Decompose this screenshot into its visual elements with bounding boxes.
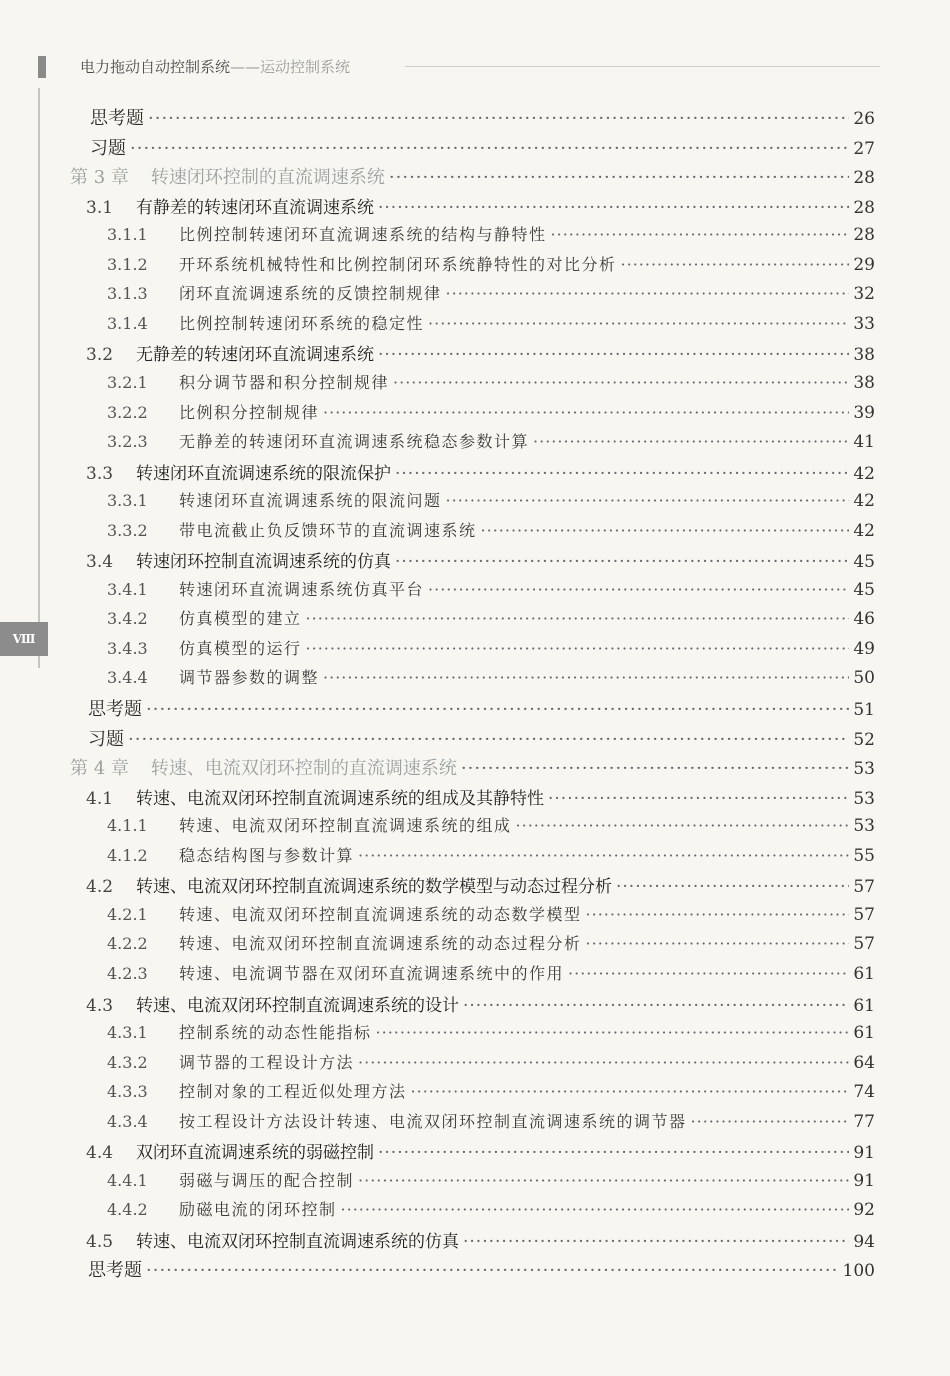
toc-entry-title: 转速、电流双闭环控制直流调速系统的设计 — [136, 995, 459, 1016]
page-header — [0, 48, 950, 88]
toc-entry-title: 转速、电流双闭环控制直流调速系统的组成及其静特性 — [136, 788, 544, 809]
toc-entry-number: 3.1.4 — [107, 313, 148, 333]
toc-entry-number: 3.3.2 — [107, 520, 148, 540]
toc-entry — [107, 902, 875, 932]
toc-leader-dots — [621, 255, 850, 274]
toc-entry-title: 转速、电流双闭环控制直流调速系统的组成 — [179, 816, 512, 836]
toc-entry — [86, 193, 875, 223]
toc-entry-number: 4.1.2 — [107, 845, 148, 865]
toc-entry-page: 27 — [853, 138, 875, 159]
toc-entry — [86, 459, 875, 489]
toc-entry — [107, 400, 875, 430]
toc-entry-number: 3.1.3 — [107, 284, 148, 304]
toc-leader-dots — [395, 464, 849, 484]
toc-entry — [88, 1256, 875, 1286]
toc-entry-page: 92 — [853, 1200, 875, 1221]
toc-entry — [86, 872, 875, 902]
toc-entry-page: 46 — [853, 609, 875, 630]
toc-entry-title: 有静差的转速闭环直流调速系统 — [136, 197, 374, 218]
toc-entry — [88, 725, 875, 755]
toc-entry-page: 45 — [853, 579, 875, 600]
toc-leader-dots — [393, 373, 849, 392]
toc-entry-number: 3.3 — [86, 463, 114, 484]
toc-entry — [107, 370, 875, 400]
toc-entry-title: 稳态结构图与参数计算 — [179, 845, 355, 865]
toc-entry-number: 4.1.1 — [107, 816, 148, 836]
toc-leader-dots — [323, 403, 849, 422]
toc-leader-dots — [323, 668, 849, 687]
toc-entry — [107, 606, 875, 636]
margin-rule — [38, 88, 40, 668]
toc-leader-dots — [395, 552, 849, 572]
toc-entry — [107, 665, 875, 695]
toc-entry-page: 42 — [853, 463, 875, 484]
toc-entry-page: 26 — [853, 109, 875, 129]
toc-entry-number: 4.3.2 — [107, 1052, 148, 1072]
toc-entry-page: 51 — [853, 700, 875, 720]
book-title: 电力拖动自动控制系统 — [80, 58, 231, 76]
toc-entry-page: 39 — [853, 402, 875, 423]
toc-entry-page: 61 — [853, 995, 875, 1016]
toc-leader-dots — [481, 521, 850, 540]
toc-entry-page: 32 — [853, 284, 875, 305]
toc-entry-page: 74 — [853, 1082, 875, 1103]
toc-entry — [107, 1020, 875, 1050]
toc-entry-title: 按工程设计方法设计转速、电流双闭环控制直流调速系统的调节器 — [179, 1111, 687, 1131]
toc-entry-title: 思考题 — [90, 108, 144, 129]
toc-leader-dots — [306, 639, 850, 658]
toc-entry-page: 61 — [853, 963, 875, 984]
toc-entry — [107, 252, 875, 282]
toc-entry-page: 53 — [853, 759, 875, 780]
toc-leader-dots — [358, 846, 849, 865]
toc-entry-page: 53 — [853, 788, 875, 809]
toc-entry-page: 29 — [853, 254, 875, 275]
toc-entry-title: 转速、电流调节器在双闭环直流调速系统中的作用 — [179, 963, 565, 983]
toc-leader-dots — [376, 1023, 850, 1042]
toc-leader-dots — [691, 1112, 850, 1131]
toc-entry — [107, 577, 875, 607]
toc-entry-page: 57 — [853, 904, 875, 925]
toc-entry-title: 比例控制转速闭环直流调速系统的结构与静特性 — [179, 225, 547, 245]
toc-entry-number: 4.5 — [86, 1231, 114, 1252]
toc-entry-number: 第 4 章 — [70, 758, 129, 780]
toc-leader-dots — [586, 905, 850, 924]
toc-entry-title: 习题 — [90, 137, 126, 159]
header-rule — [405, 66, 880, 67]
toc-entry-title: 转速闭环直流调速系统仿真平台 — [179, 579, 425, 599]
toc-entry — [107, 1109, 875, 1139]
toc-entry-page: 52 — [853, 729, 875, 750]
toc-entry-title: 调节器的工程设计方法 — [179, 1052, 355, 1072]
toc-entry-title: 控制对象的工程近似处理方法 — [179, 1082, 407, 1102]
toc-leader-dots — [446, 284, 850, 303]
toc-entry — [88, 695, 875, 725]
toc-entry-title: 仿真模型的建立 — [179, 609, 302, 629]
toc-entry-page: 91 — [853, 1170, 875, 1191]
toc-entry-page: 33 — [853, 313, 875, 334]
toc-entry-title: 比例积分控制规律 — [179, 402, 320, 422]
toc-entry-title: 控制系统的动态性能指标 — [179, 1023, 372, 1043]
toc-entry-number: 3.4.3 — [107, 638, 148, 658]
toc-entry-page: 42 — [853, 520, 875, 541]
toc-entry — [107, 1050, 875, 1080]
toc-entry-number: 4.4.1 — [107, 1170, 148, 1190]
toc-entry-page: 94 — [853, 1231, 875, 1252]
toc-entry-number: 4.4.2 — [107, 1200, 148, 1220]
toc-leader-dots — [616, 877, 849, 897]
toc-entry-title: 转速、电流双闭环控制直流调速系统的仿真 — [136, 1231, 459, 1252]
toc-entry — [107, 1079, 875, 1109]
toc-entry-number: 3.2.3 — [107, 432, 148, 452]
toc-leader-dots — [146, 699, 849, 720]
toc-entry-page: 64 — [853, 1052, 875, 1073]
toc-entry-title: 转速、电流双闭环控制直流调速系统的动态数学模型 — [179, 904, 582, 924]
toc-entry-title: 比例控制转速闭环系统的稳定性 — [179, 313, 425, 333]
toc-entry-page: 41 — [853, 432, 875, 453]
toc-entry-page: 45 — [853, 552, 875, 573]
toc-entry-page: 38 — [853, 345, 875, 366]
toc-leader-dots — [428, 314, 849, 333]
toc-entry-page: 28 — [853, 225, 875, 246]
toc-entry-title: 调节器参数的调整 — [179, 668, 320, 688]
toc-entry — [86, 547, 875, 577]
toc-entry — [107, 843, 875, 873]
toc-entry-title: 带电流截止负反馈环节的直流调速系统 — [179, 520, 477, 540]
running-header — [80, 56, 350, 77]
toc-entry-number: 第 3 章 — [70, 167, 129, 189]
toc-entry — [107, 281, 875, 311]
toc-entry-page: 61 — [853, 1023, 875, 1044]
toc-entry-title: 开环系统机械特性和比例控制闭环系统静特性的对比分析 — [179, 254, 617, 274]
toc-entry — [107, 813, 875, 843]
toc-entry — [107, 1168, 875, 1198]
toc-entry-number: 4.2.2 — [107, 934, 148, 954]
toc-leader-dots — [306, 609, 850, 628]
toc-leader-dots — [146, 1260, 839, 1281]
toc-leader-dots — [128, 729, 849, 750]
toc-entry-number: 3.4.2 — [107, 609, 148, 629]
toc-leader-dots — [446, 491, 850, 510]
toc-entry-title: 习题 — [88, 728, 124, 750]
toc-entry-page: 100 — [842, 1261, 875, 1282]
toc-entry — [107, 1197, 875, 1227]
toc-leader-dots — [428, 580, 849, 599]
toc-leader-dots — [148, 108, 849, 129]
toc-entry — [107, 931, 875, 961]
toc-entry-number: 3.2.2 — [107, 402, 148, 422]
toc-entry-number: 3.4.4 — [107, 668, 148, 688]
toc-entry — [86, 784, 875, 814]
toc-leader-dots — [461, 758, 849, 779]
toc-entry-page: 53 — [853, 816, 875, 837]
toc-leader-dots — [389, 167, 849, 188]
toc-entry-title: 转速闭环控制直流调速系统的仿真 — [136, 552, 391, 573]
toc-leader-dots — [130, 138, 849, 159]
toc-entry — [86, 340, 875, 370]
toc-entry-number: 3.2.1 — [107, 372, 148, 392]
toc-entry-number: 3.3.1 — [107, 491, 148, 511]
header-marker — [38, 56, 46, 78]
toc-entry-title: 积分调节器和积分控制规律 — [179, 372, 390, 392]
toc-entry-title: 转速闭环控制的直流调速系统 — [150, 167, 385, 189]
toc-entry-page: 57 — [853, 877, 875, 898]
toc-leader-dots — [378, 345, 849, 365]
toc-entry-page: 49 — [853, 638, 875, 659]
toc-entry-number: 3.1 — [86, 197, 114, 218]
toc-entry-page: 38 — [853, 372, 875, 393]
toc-entry-title: 闭环直流调速系统的反馈控制规律 — [179, 284, 442, 304]
toc-entry-number: 4.2 — [86, 877, 114, 898]
toc-entry-page: 77 — [853, 1111, 875, 1132]
toc-entry-title: 仿真模型的运行 — [179, 638, 302, 658]
toc-entry-number: 4.2.3 — [107, 963, 148, 983]
toc-leader-dots — [463, 996, 849, 1016]
toc-entry-title: 转速、电流双闭环控制直流调速系统的数学模型与动态过程分析 — [136, 877, 612, 898]
toc-entry-number: 3.1.2 — [107, 254, 148, 274]
toc-entry-number: 3.4 — [86, 552, 114, 573]
toc-leader-dots — [533, 432, 849, 451]
toc-leader-dots — [411, 1082, 850, 1101]
toc-entry-title: 双闭环直流调速系统的弱磁控制 — [136, 1143, 374, 1164]
toc-entry-page: 57 — [853, 934, 875, 955]
toc-entry — [86, 991, 875, 1021]
toc-leader-dots — [548, 789, 849, 809]
toc-entry-number: 3.4.1 — [107, 579, 148, 599]
toc-leader-dots — [378, 198, 849, 218]
toc-entry-title: 弱磁与调压的配合控制 — [179, 1170, 355, 1190]
toc-entry-number: 4.3.1 — [107, 1023, 148, 1043]
toc-entry-number: 4.2.1 — [107, 904, 148, 924]
toc-leader-dots — [586, 934, 850, 953]
toc-leader-dots — [551, 225, 850, 244]
toc-entry-title: 无静差的转速闭环直流调速系统 — [136, 345, 374, 366]
toc-entry — [107, 488, 875, 518]
toc-leader-dots — [341, 1200, 850, 1219]
toc-entry-page: 28 — [853, 168, 875, 189]
toc-entry-title: 转速、电流双闭环控制的直流调速系统 — [150, 758, 457, 780]
toc-entry-page: 91 — [853, 1143, 875, 1164]
toc-entry-title: 思考题 — [88, 699, 142, 720]
toc-entry — [107, 518, 875, 548]
toc-entry-title: 转速闭环直流调速系统的限流问题 — [179, 491, 442, 511]
page-number-tab: Ⅷ — [0, 622, 48, 656]
toc-leader-dots — [358, 1171, 849, 1190]
toc-leader-dots — [568, 964, 849, 983]
toc-entry — [107, 311, 875, 341]
toc-entry-title: 无静差的转速闭环直流调速系统稳态参数计算 — [179, 432, 530, 452]
toc-entry-page: 28 — [853, 197, 875, 218]
toc-entry-title: 转速闭环直流调速系统的限流保护 — [136, 463, 391, 484]
toc-entry-title: 思考题 — [88, 1260, 142, 1282]
toc-leader-dots — [516, 816, 850, 835]
book-subtitle: ——运动控制系统 — [230, 58, 351, 76]
toc-entry — [107, 636, 875, 666]
toc-entry-page: 50 — [853, 668, 875, 689]
toc-entry-page: 42 — [853, 491, 875, 512]
toc-entry-number: 3.1.1 — [107, 225, 148, 245]
toc-leader-dots — [358, 1053, 849, 1072]
toc-entry — [90, 134, 875, 164]
toc-entry — [107, 222, 875, 252]
toc-entry-number: 4.1 — [86, 788, 114, 809]
toc-entry — [70, 163, 875, 193]
toc-entry-number: 3.2 — [86, 345, 114, 366]
toc-entry-title: 转速、电流双闭环控制直流调速系统的动态过程分析 — [179, 934, 582, 954]
toc-entry — [86, 1138, 875, 1168]
toc-leader-dots — [378, 1143, 849, 1163]
toc-entry-number: 4.3 — [86, 995, 114, 1016]
toc-entry — [86, 1227, 875, 1257]
toc-entry — [107, 961, 875, 991]
toc-entry — [70, 754, 875, 784]
toc-entry-number: 4.4 — [86, 1143, 114, 1164]
toc-entry-title: 励磁电流的闭环控制 — [179, 1200, 337, 1220]
toc-entry-page: 55 — [853, 845, 875, 866]
toc-entry — [90, 104, 875, 134]
toc-entry — [107, 429, 875, 459]
toc-leader-dots — [463, 1232, 849, 1252]
toc-entry-number: 4.3.3 — [107, 1082, 148, 1102]
toc-entry-number: 4.3.4 — [107, 1111, 148, 1131]
